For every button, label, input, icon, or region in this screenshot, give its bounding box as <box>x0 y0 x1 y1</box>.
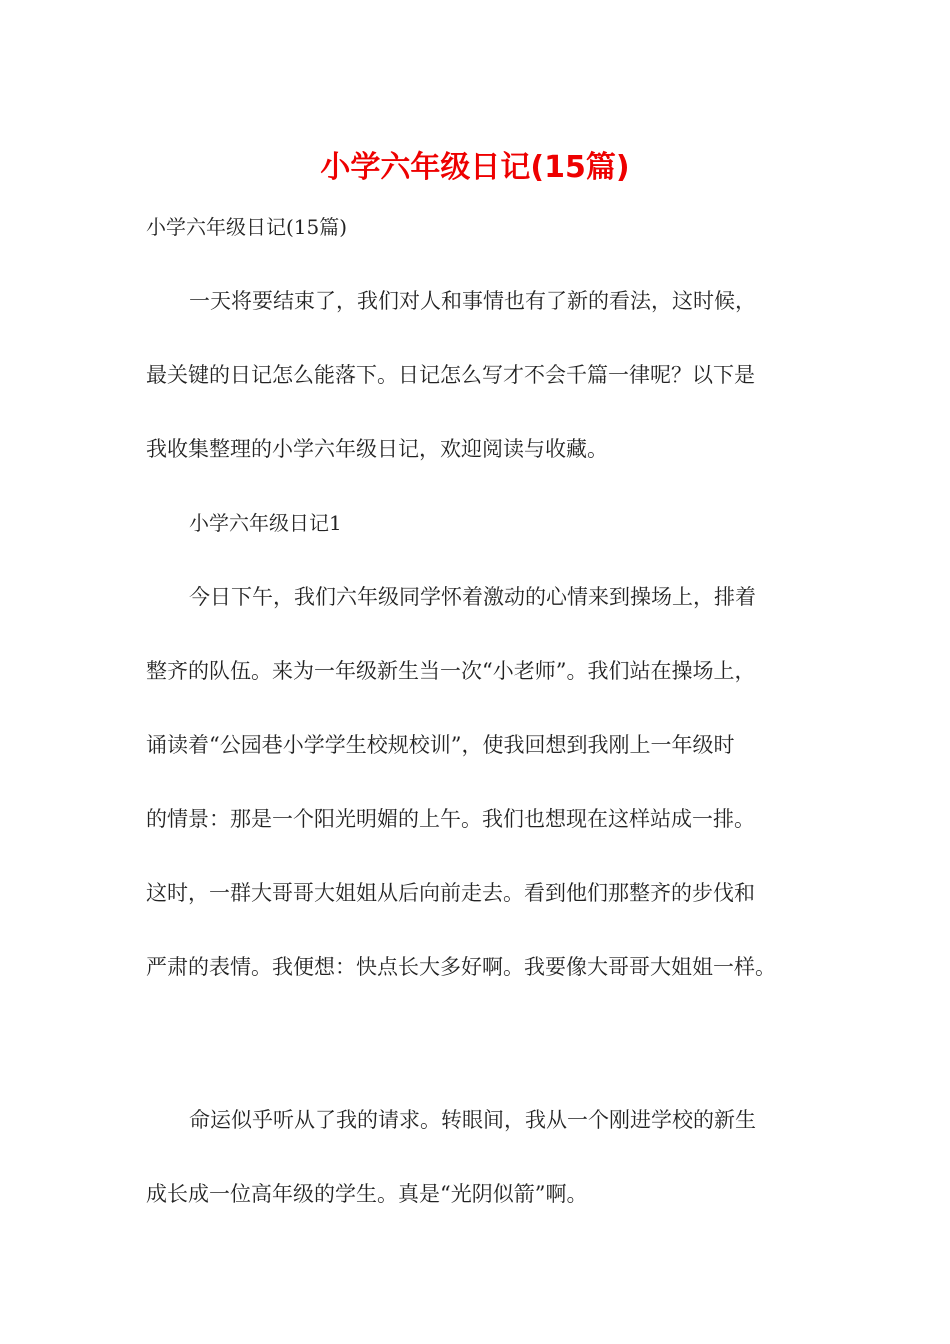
section-heading: 小学六年级日记1 <box>189 511 342 535</box>
intro-line-3: 我收集整理的小学六年级日记，欢迎阅读与收藏。 <box>146 437 608 461</box>
paragraph1-line-5: 这时，一群大哥哥大姐姐从后向前走去。看到他们那整齐的步伐和 <box>146 881 755 905</box>
paragraph2-line-2: 成长成一位高年级的学生。真是“光阴似箭”啊。 <box>146 1182 588 1206</box>
paragraph1-line-1: 今日下午，我们六年级同学怀着激动的心情来到操场上，排着 <box>189 585 756 609</box>
document-subtitle: 小学六年级日记(15篇) <box>146 215 348 239</box>
paragraph2-line-1: 命运似乎听从了我的请求。转眼间，我从一个刚进学校的新生 <box>189 1108 756 1132</box>
paragraph1-line-2: 整齐的队伍。来为一年级新生当一次“小老师”。我们站在操场上， <box>146 659 756 683</box>
paragraph1-line-4: 的情景：那是一个阳光明媚的上午。我们也想现在这样站成一排。 <box>146 807 755 831</box>
intro-line-1: 一天将要结束了，我们对人和事情也有了新的看法，这时候， <box>189 289 756 313</box>
paragraph1-line-3: 诵读着“公园巷小学学生校规校训”，使我回想到我刚上一年级时 <box>146 733 735 757</box>
paragraph1-line-6: 严肃的表情。我便想：快点长大多好啊。我要像大哥哥大姐姐一样。 <box>146 955 776 979</box>
document-title: 小学六年级日记(15篇) <box>320 150 630 185</box>
intro-line-2: 最关键的日记怎么能落下。日记怎么写才不会千篇一律呢？以下是 <box>146 363 755 387</box>
